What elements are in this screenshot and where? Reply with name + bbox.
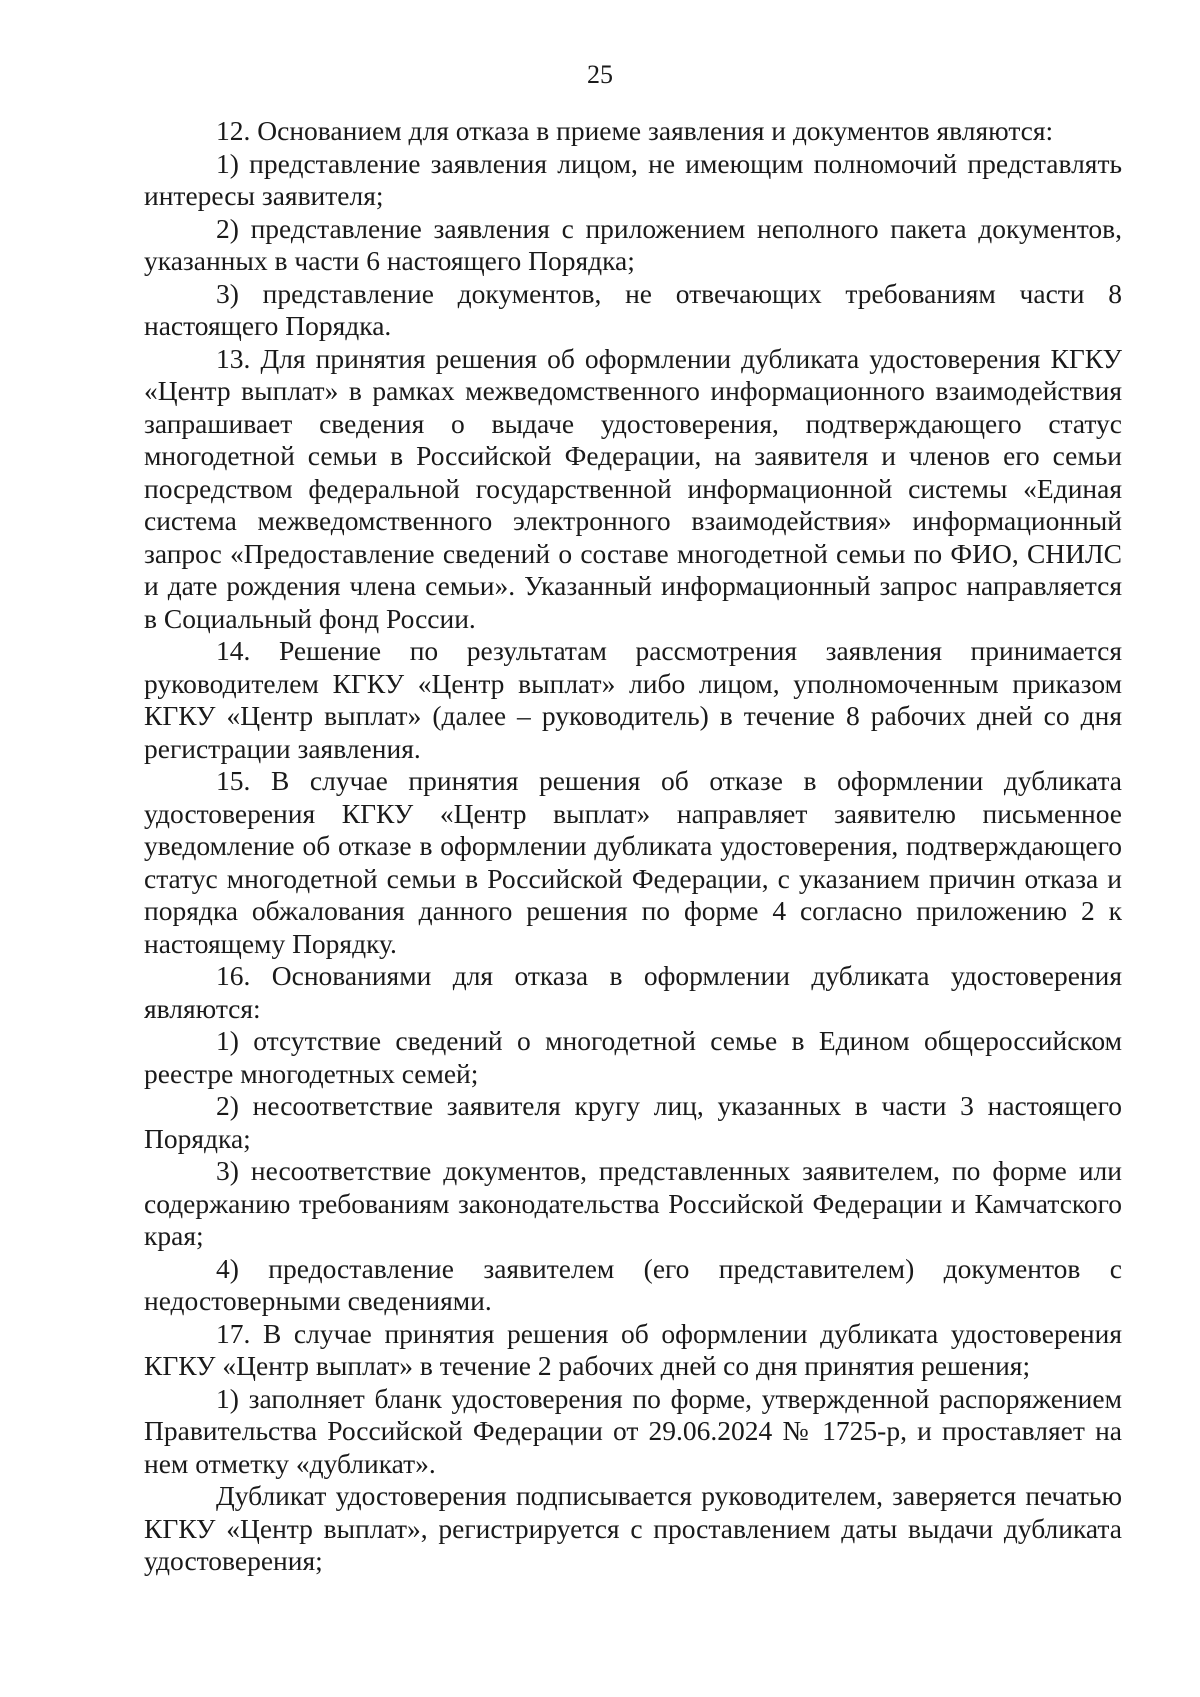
paragraph-17: 17. В случае принятия решения об оформлении дубликата удостоверения КГКУ «Центр выплат» в течение 2 рабочих дней со дня принятия решения;	[144, 1317, 1122, 1381]
paragraph-12: 12. Основанием для отказа в приеме заявления и документов являются:	[216, 115, 1054, 146]
paragraph-17-item-1: 1) заполняет бланк удостоверения по форме, утвержденной распоряжением Правительства Российской Федерации от 29.06.2024 № 1725-р, и проставляет на нем отметку «дубликат».	[144, 1382, 1122, 1479]
paragraph-17-duplicate-signing: Дубликат удостоверения подписывается руководителем, заверяется печатью КГКУ «Центр выплат», регистрируется с проставлением даты выдачи дубликата удостоверения;	[144, 1480, 1122, 1576]
paragraph-16-item-4: 4) предоставление заявителем (его представителем) документов с недостоверными сведениями.	[144, 1252, 1122, 1316]
paragraph-16-item-1: 1) отсутствие сведений о многодетной семье в Едином общероссийском реестре многодетных семей;	[144, 1025, 1122, 1089]
paragraph-16: 16. Основаниями для отказа в оформлении дубликата удостоверения являются:	[144, 960, 1122, 1024]
document-body	[144, 115, 1122, 1578]
paragraph-14: 14. Решение по результатам рассмотрения заявления принимается руководителем КГКУ «Центр выплат» либо лицом, уполномоченным приказом КГКУ «Центр выплат» (далее – руководитель) в течение 8 рабочих дней со дня регистрации заявления.	[144, 635, 1122, 764]
paragraph-15: 15. В случае принятия решения об отказе в оформлении дубликата удостоверения КГКУ «Центр выплат» направляет заявителю письменное уведомление об отказе в оформлении дубликата удостоверения, подтверждающего статус многодетной семьи в Российской Федерации, с указанием причин отказа и порядка обжалования данного решения по форме 4 согласно приложению 2 к настоящему Порядку.	[144, 765, 1122, 959]
paragraph-12-item-2: 2) представление заявления с приложением неполного пакета документов, указанных в части 6 настоящего Порядка;	[144, 212, 1122, 276]
paragraph-12-item-3: 3) представление документов, не отвечающих требованиям части 8 настоящего Порядка.	[144, 277, 1122, 341]
paragraph-12-item-1: 1) представление заявления лицом, не имеющим полномочий представлять интересы заявителя;	[144, 147, 1122, 211]
paragraph-13: 13. Для принятия решения об оформлении дубликата удостоверения КГКУ «Центр выплат» в рамках межведомственного информационного взаимодействия запрашивает сведения о выдаче удостоверения, подтверждающего статус многодетной семьи в Российской Федерации, на заявителя и членов его семьи посредством федеральной государственной информационной системы «Единая система межведомственного электронного взаимодействия» информационный запрос «Предоставление сведений о составе многодетной семьи по ФИО, СНИЛС и дате рождения члена семьи». Указанный информационный запрос направляется в Социальный фонд России.	[144, 342, 1122, 634]
paragraph-16-item-3: 3) несоответствие документов, представленных заявителем, по форме или содержанию требованиям законодательства Российской Федерации и Камчатского края;	[144, 1155, 1122, 1251]
paragraph-16-item-2: 2) несоответствие заявителя кругу лиц, указанных в части 3 настоящего Порядка;	[144, 1090, 1122, 1154]
page-number: 25	[587, 60, 613, 89]
